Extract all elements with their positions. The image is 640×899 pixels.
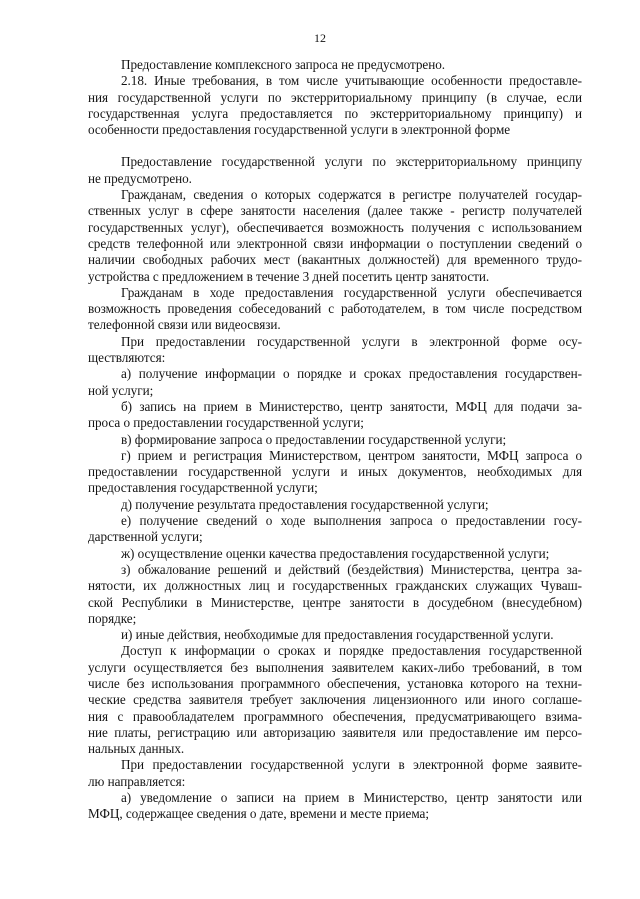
text-line: в) формирование запроса о предоставлении государственной услуги; bbox=[121, 431, 507, 447]
text-line: МФЦ, содержащее сведения о дате, времени и месте приема; bbox=[88, 806, 429, 822]
paragraph bbox=[88, 432, 582, 448]
paragraph bbox=[88, 285, 582, 334]
text-line: проса о предоставлении государственной услуги; bbox=[88, 415, 364, 431]
text-line: Гражданам, сведения о которых содержатся в регистре получателей государ- bbox=[121, 187, 582, 203]
text-line: ной услуги; bbox=[88, 382, 154, 398]
text-line: ж) осуществление оценки качества предоставления государственной услуги; bbox=[121, 545, 550, 561]
paragraph bbox=[88, 399, 582, 432]
text-line: нятости, их должностных лиц и государственных гражданских служащих Чуваш- bbox=[88, 578, 582, 594]
text-line: 2.18. Иные требования, в том числе учитывающие особенности предоставле- bbox=[121, 73, 582, 89]
paragraph bbox=[88, 562, 582, 627]
paragraph bbox=[88, 448, 582, 497]
text-line: ния с правообладателем программного обеспечения, предусматривающего взима- bbox=[88, 708, 582, 724]
page-number: 12 bbox=[314, 31, 326, 45]
text-line: наличии свободных рабочих мест (вакантных должностей) для временного трудо- bbox=[88, 252, 582, 268]
text-line: а) получение информации о порядке и сроках предоставления государствен- bbox=[121, 366, 582, 382]
text-line: Доступ к информации о сроках и порядке предоставления государственной bbox=[121, 643, 582, 659]
text-line: При предоставлении государственной услуги в электронной форме осу- bbox=[121, 333, 582, 349]
text-line: з) обжалование решений и действий (бездействия) Министерства, центра за- bbox=[121, 561, 582, 577]
text-line: ческие средства заявителя требует заключения лицензионного или иного соглаше- bbox=[88, 692, 582, 708]
text-line: ственных услуг в сфере занятости населения (далее также - регистр получателей bbox=[88, 203, 582, 219]
paragraph bbox=[88, 73, 582, 138]
text-line: б) запись на прием в Министерство, центр занятости, МФЦ для подачи за- bbox=[121, 398, 582, 414]
document-body bbox=[88, 57, 582, 823]
text-line: предоставления государственной услуги; bbox=[88, 480, 318, 496]
paragraph bbox=[88, 513, 582, 546]
text-line: числе без использования программного обеспечения, установка которого на техни- bbox=[88, 675, 582, 691]
text-line: дарственной услуги; bbox=[88, 529, 203, 545]
text-line: ния государственной услуги по экстерриториальному принципу (в случае, если bbox=[88, 89, 582, 105]
paragraph bbox=[88, 497, 582, 513]
text-line: Предоставление государственной услуги по экстерриториальному принципу bbox=[121, 154, 582, 170]
text-line: телефонной связи или видеосвязи. bbox=[88, 317, 281, 333]
text-line: государственных услуг), обеспечивается возможность получения с использованием bbox=[88, 219, 582, 235]
text-line: д) получение результата предоставления государственной услуги; bbox=[121, 496, 489, 512]
text-line: ние платы, регистрацию или авторизацию заявителя или предоставление им персо- bbox=[88, 724, 582, 740]
paragraph bbox=[88, 334, 582, 367]
text-line: г) прием и регистрация Министерством, центром занятости, МФЦ запроса о bbox=[121, 447, 582, 463]
text-line: и) иные действия, необходимые для предоставления государственной услуги. bbox=[121, 627, 554, 643]
text-line: услуги осуществляется без выполнения заявителем каких-либо требований, в том bbox=[88, 659, 582, 675]
paragraph bbox=[88, 154, 582, 187]
paragraph bbox=[88, 757, 582, 790]
paragraph bbox=[88, 57, 582, 73]
text-line: ской Республики в Министерстве, центре занятости в досудебном (внесудебном) bbox=[88, 594, 582, 610]
text-line: порядке; bbox=[88, 610, 137, 626]
text-line: При предоставлении государственной услуги в электронной форме заявите- bbox=[121, 757, 582, 773]
text-line: Предоставление комплексного запроса не предусмотрено. bbox=[121, 57, 446, 72]
text-line: устройства с предложением в течение 3 дней посетить центр занятости. bbox=[88, 268, 490, 284]
text-line: государственная услуга предоставляется по экстерриториальному принципу) и bbox=[88, 105, 582, 121]
text-line: е) получение сведений о ходе выполнения запроса о предоставлении госу- bbox=[121, 513, 582, 529]
text-line: особенности предоставления государственной услуги в электронной форме bbox=[88, 122, 511, 138]
text-line: а) уведомление о записи на прием в Министерство, центр занятости или bbox=[121, 790, 582, 806]
paragraph bbox=[88, 627, 582, 643]
text-line: возможность проведения собеседований с работодателем, в том числе посредством bbox=[88, 301, 582, 317]
paragraph bbox=[88, 187, 582, 285]
text-line: Гражданам в ходе предоставления государственной услуги обеспечивается bbox=[121, 284, 582, 300]
text-line: предоставлении государственной услуги и иных документов, необходимых для bbox=[88, 464, 582, 480]
text-line: лю направляется: bbox=[88, 773, 186, 789]
paragraph bbox=[88, 643, 582, 757]
paragraph bbox=[88, 546, 582, 562]
text-line: ществляются: bbox=[88, 350, 166, 366]
text-line: средств телефонной или электронной связи информации о поступлении сведений о bbox=[88, 235, 582, 251]
paragraph bbox=[88, 790, 582, 823]
text-line: не предусмотрено. bbox=[88, 170, 192, 186]
paragraph bbox=[88, 366, 582, 399]
text-line: нальных данных. bbox=[88, 741, 185, 757]
